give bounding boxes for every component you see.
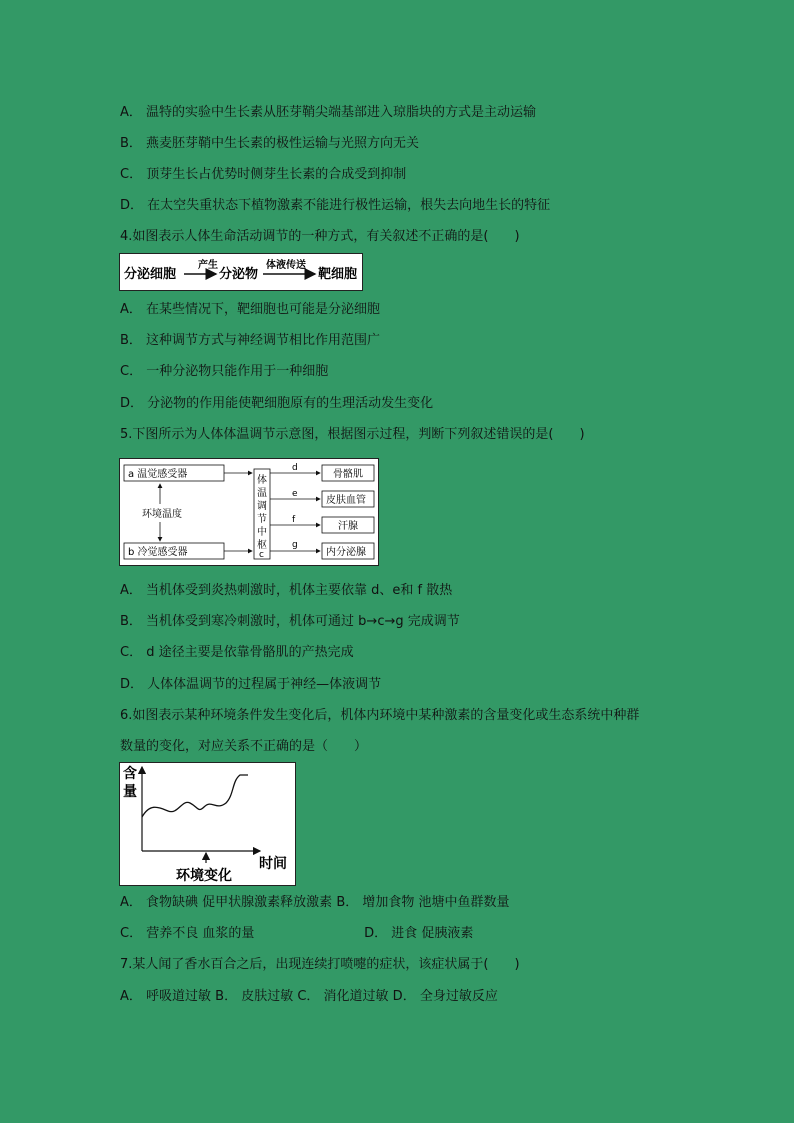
q4-arrow1-label: 产生: [198, 260, 218, 271]
q5-target-endocrine-gland: 内分泌腺: [326, 547, 366, 558]
q6-stem-line2: 数量的变化，对应关系不正确的是（ ）: [120, 739, 368, 754]
q4-arrow2-label: 体液传送: [266, 260, 306, 271]
q5-target-skin-vessels: 皮肤血管: [326, 495, 366, 506]
q4-diagram-svg: [120, 254, 362, 290]
q4-option-d: D． 分泌物的作用能使靶细胞原有的生理活动发生变化: [120, 396, 434, 411]
q3-option-a: A． 温特的实验中生长素从胚芽鞘尖端基部进入琼脂块的方式是主动运输: [120, 105, 537, 120]
q5-diagram: [119, 458, 379, 566]
q5-center-char-2: 温: [257, 488, 267, 499]
q6-curve: [142, 775, 248, 817]
q5-path-d: d: [292, 463, 298, 473]
q5-center-char-1: 体: [257, 475, 267, 486]
q5-center-label-c: c: [259, 550, 264, 560]
q6-ylabel-1: 含: [123, 766, 137, 782]
q6-marker-label: 环境变化: [176, 868, 232, 884]
q6-stem-line1: 6.如图表示某种环境条件发生变化后，机体内环境中某种激素的含量变化或生态系统中种群: [120, 708, 640, 723]
q6-options-row2: [120, 926, 473, 942]
q6-graph: [119, 762, 296, 886]
q5-environment-temperature: 环境温度: [142, 509, 182, 520]
q3-option-d: D． 在太空失重状态下植物激素不能进行极性运输，根失去向地生长的特征: [120, 198, 551, 213]
q5-option-a: A． 当机体受到炎热刺激时，机体主要依靠 d、e和 f 散热: [120, 583, 453, 598]
q6-option-d: D． 进食 促胰液素: [364, 926, 474, 941]
q4-node-secretion: 分泌物: [219, 267, 259, 282]
q7-stem: 7.某人闻了香水百合之后，出现连续打喷嚏的症状，该症状属于( ): [120, 957, 520, 972]
q4-option-a: A． 在某些情况下，靶细胞也可能是分泌细胞: [120, 302, 381, 317]
q7-options: A． 呼吸道过敏 B． 皮肤过敏 C． 消化道过敏 D． 全身过敏反应: [120, 989, 498, 1004]
q5-center-char-4: 节: [257, 514, 267, 525]
q5-option-c: C． d 途径主要是依靠骨骼肌的产热完成: [120, 645, 354, 660]
q5-stem: 5.下图所示为人体体温调节示意图，根据图示过程，判断下列叙述错误的是( ): [120, 427, 585, 442]
q5-center-char-5: 中: [257, 527, 267, 538]
q5-path-g: g: [292, 540, 298, 550]
q6-option-c: C． 营养不良 血浆的量: [120, 926, 255, 941]
q4-stem: 4.如图表示人体生命活动调节的一种方式，有关叙述不正确的是( ): [120, 229, 520, 244]
q5-center-char-3: 调: [257, 501, 267, 512]
q5-target-skeletal-muscle: 骨骼肌: [333, 469, 363, 480]
q4-node-target-cell: 靶细胞: [318, 267, 358, 282]
q4-node-secretory-cell: 分泌细胞: [124, 267, 177, 282]
q4-option-b: B． 这种调节方式与神经调节相比作用范围广: [120, 333, 381, 348]
q4-diagram: [119, 253, 363, 291]
q6-ylabel-2: 量: [123, 784, 137, 800]
q6-graph-svg: [120, 763, 295, 885]
q3-option-b: B． 燕麦胚芽鞘中生长素的极性运输与光照方向无关: [120, 136, 420, 151]
q5-center-char-6: 枢: [257, 540, 267, 551]
q4-option-c: C． 一种分泌物只能作用于一种细胞: [120, 364, 329, 379]
q6-options-row1: [120, 895, 510, 911]
q5-target-sweat-gland: 汗腺: [338, 521, 358, 532]
q5-warm-receptor: a 温觉感受器: [128, 469, 188, 480]
q5-cold-receptor: b 冷觉感受器: [128, 547, 188, 558]
q6-option-a: A． 食物缺碘 促甲状腺激素释放激素: [120, 895, 333, 910]
q5-path-e: e: [292, 489, 298, 499]
q5-diagram-svg: [120, 459, 378, 565]
q6-xlabel: 时间: [259, 856, 287, 872]
q5-option-d: D． 人体体温调节的过程属于神经—体液调节: [120, 677, 382, 692]
q6-option-b: B． 增加食物 池塘中鱼群数量: [336, 895, 510, 910]
q5-path-f: f: [292, 515, 296, 525]
q3-option-c: C． 顶芽生长占优势时侧芽生长素的合成受到抑制: [120, 167, 407, 182]
q5-option-b: B． 当机体受到寒冷刺激时，机体可通过 b→c→g 完成调节: [120, 614, 460, 629]
